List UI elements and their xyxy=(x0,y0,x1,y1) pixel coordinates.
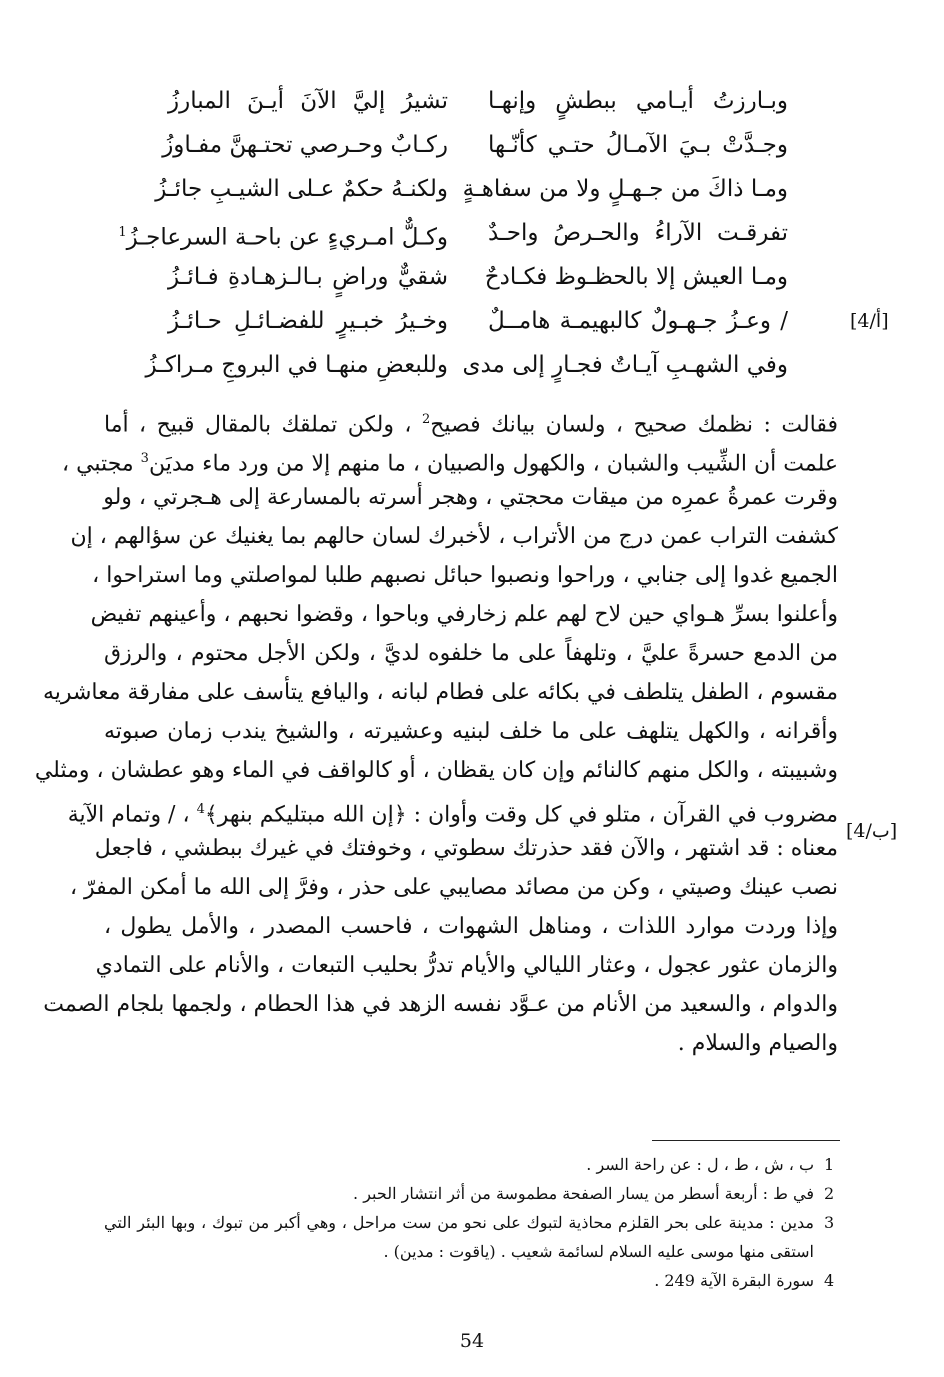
footnote-ref: 2 xyxy=(421,412,431,427)
prose-text: ، / وتمام الآية xyxy=(67,802,197,828)
prose-line: وإذا وردت موارد اللذات ، ومناهل الشهوات ، فاحسب المصدر ، والأمل يطول ، xyxy=(104,914,838,939)
verse-first-hemistich: وجـدَّتْ بـيَ الآمـالُ حتـي كأنّـها xyxy=(488,132,788,158)
verse xyxy=(118,216,788,260)
verse-second-hemistich: تشيرُ إليَّ الآنَ أيـنَ المبارزُ xyxy=(168,88,448,114)
footnote-text: ب ، ش ، ط ، ل : عن راحة السر . xyxy=(586,1155,814,1174)
verse-second-hemistich: شقيٌّ وراضٍ بـالـزهـادةِ فـائـزُ xyxy=(168,264,448,290)
verse xyxy=(162,128,788,172)
prose-line: والزمان عثور عجول ، وعثار الليالي والأيام تدرُّ بحليب التبعات ، والأنام على التمادي xyxy=(95,953,838,978)
footnotes xyxy=(104,1150,840,1295)
footnote xyxy=(104,1208,840,1266)
verse xyxy=(155,172,788,216)
footnote xyxy=(104,1179,840,1208)
verse xyxy=(168,84,788,128)
prose-line xyxy=(104,400,838,439)
verse-first-hemistich: تفرقـت الآراءُ والحـرصُ واحـدٌ xyxy=(488,220,788,246)
prose-line: معناه : قد اشتهر ، والآن فقد حذرتك سطوتي ، وخوفتك في غيرك ببطشي ، فاجعل xyxy=(94,836,838,861)
footnote-text: في ط : أربعة أسطر من يسار الصفحة مطموسة من أثر انتشار الحبر . xyxy=(353,1184,814,1203)
verse-second-hemistich: وللبعضِ منهـا في البروجِ مـراكـزُ xyxy=(145,352,448,378)
verse-second-hemistich: ولكنـهُ حكمٌ عـلى الشيـبِ جائـزُ xyxy=(155,176,448,202)
prose-line: من الدمع حسرةً عليَّ ، وتلهفاً على ما خلفوه لديَّ ، ولكن الأجل محتوم ، والرزق xyxy=(104,641,838,666)
verse-second-hemistich xyxy=(118,216,448,255)
prose-line: والصيام والسلام . xyxy=(677,1031,838,1056)
poem xyxy=(118,84,788,392)
prose-line: وشبيبته ، والكل منهم كالنائم وإن كان يقظان ، أو كالواقف في الماء وهو عطشان ، ومثلي xyxy=(34,758,838,783)
verse xyxy=(145,348,788,392)
verse-first-hemistich: ومـا ذاكَ من جـهـلٍ ولا من سفاهـةٍ xyxy=(462,176,788,202)
prose-line: والدوام ، والسعيد من الأنام من عـوَّد نفسه الزهد في هذا الحطام ، ولجمها بلجام الصمت xyxy=(43,992,838,1017)
verse xyxy=(168,260,788,304)
footnote-ref: 4 xyxy=(196,802,205,817)
footnote-number: 2 xyxy=(824,1184,835,1203)
footnote-number: 4 xyxy=(824,1271,835,1290)
prose-line: وأعلنوا بسرِّ هـواي حين لاح لهم علم زخارفي وباحوا ، وقضوا نحبهم ، وأعينهم تفيض xyxy=(90,602,838,627)
prose-line: كشفت التراب عمن درج من الأتراب ، لأخبرك لسان حالهم بما يغنيك عن سؤالهم ، إن xyxy=(70,524,838,549)
prose-line: وقرت عمرةُ عمرِه من ميقات محجتي ، وهجر أسرته بالمسارعة إلى هـجرتي ، ولو xyxy=(103,485,838,510)
footnote-number: 3 xyxy=(824,1213,835,1232)
prose-text: مضروب في القرآن ، متلو في كل وقت وأوان : ﴿إن الله مبتليكم بنهر﴾ xyxy=(204,802,838,828)
prose-body xyxy=(34,400,838,1063)
verse-first-hemistich: / وعـزُ جـهـولٌ كالبهيمـة هامــلٌ xyxy=(488,308,788,334)
footnote-text: مدين : مدينة على بحر القلزم محاذية لتبوك على نحو من ست مراحل ، وهي أكبر من تبوك ، وبها البئر التي استقى منها موسى عليه السلام لسائمة شعيب . (ياقوت : مدين) . xyxy=(104,1213,814,1261)
verse-second-hemistich: وخـيرُ خبـيرٍ للفضـائـلِ حـائـزُ xyxy=(168,308,448,334)
folio-marker: [4/أ] xyxy=(850,310,889,332)
footnote-ref: 1 xyxy=(118,225,127,240)
footnote xyxy=(104,1150,840,1179)
verse xyxy=(168,304,788,348)
footnote-text: سورة البقرة الآية 249 . xyxy=(654,1271,814,1290)
verse-second-hemistich: ركـابٌ وحـرصي تحتـهنَّ مفـاوزُ xyxy=(162,132,448,158)
prose-line: الجميع غدوا إلى جنابي ، وراحوا ونصبوا حبائل نصبهم طلبا لمواصلتي وما استراحوا ، xyxy=(92,563,838,588)
footnote-divider xyxy=(652,1140,840,1141)
prose-text: ، ولكن تملقك بالمقال قبيح ، أما xyxy=(104,412,422,438)
prose-line: مقسوم ، الطفل يتلطف في بكائه على فطام لبانه ، واليافع يتأسف على مفارقة معاشريه xyxy=(42,680,838,705)
prose-text: مجتبي ، xyxy=(61,451,141,477)
prose-line: نصب عينك وصيتي ، وكن من مصائد مصايبي على حذر ، وفرَّ إلى الله ما أمكن المفرّ ، xyxy=(69,875,838,900)
footnote-ref: 3 xyxy=(140,451,149,466)
prose-line xyxy=(67,790,838,829)
verse-first-hemistich: وبـارزتُ أيـامي ببطشٍ وإنهـا xyxy=(488,88,788,114)
folio-marker: [4/ب] xyxy=(846,820,898,842)
prose-text: علمت أن الشِّيب والشبان ، والكهول والصبيان ، ما منهم إلا من ورد ماء مديَن xyxy=(148,451,838,477)
prose-line xyxy=(61,439,838,478)
verse-first-hemistich: وفي الشهـبِ آيـاتٌ فجـارٍ إلى مدى xyxy=(462,352,788,378)
footnote-number: 1 xyxy=(824,1155,835,1174)
footnote xyxy=(104,1266,840,1295)
prose-line: وأقرانه ، والكهل يتلهف على ما خلف لبنيه وعشيرته ، والشيخ يندب زمان صبوته xyxy=(104,719,838,744)
hemistich-text: وكـلٌّ امـريءٍ عن باحـة السرعاجـزُ xyxy=(126,224,448,251)
page-number: 54 xyxy=(459,1330,485,1352)
prose-text: فقالت : نظمك صحيح ، ولسان بيانك فصيح xyxy=(430,412,838,438)
verse-first-hemistich: ومـا العيش إلا بالحظـوظ فكـادحٌ xyxy=(484,264,788,290)
